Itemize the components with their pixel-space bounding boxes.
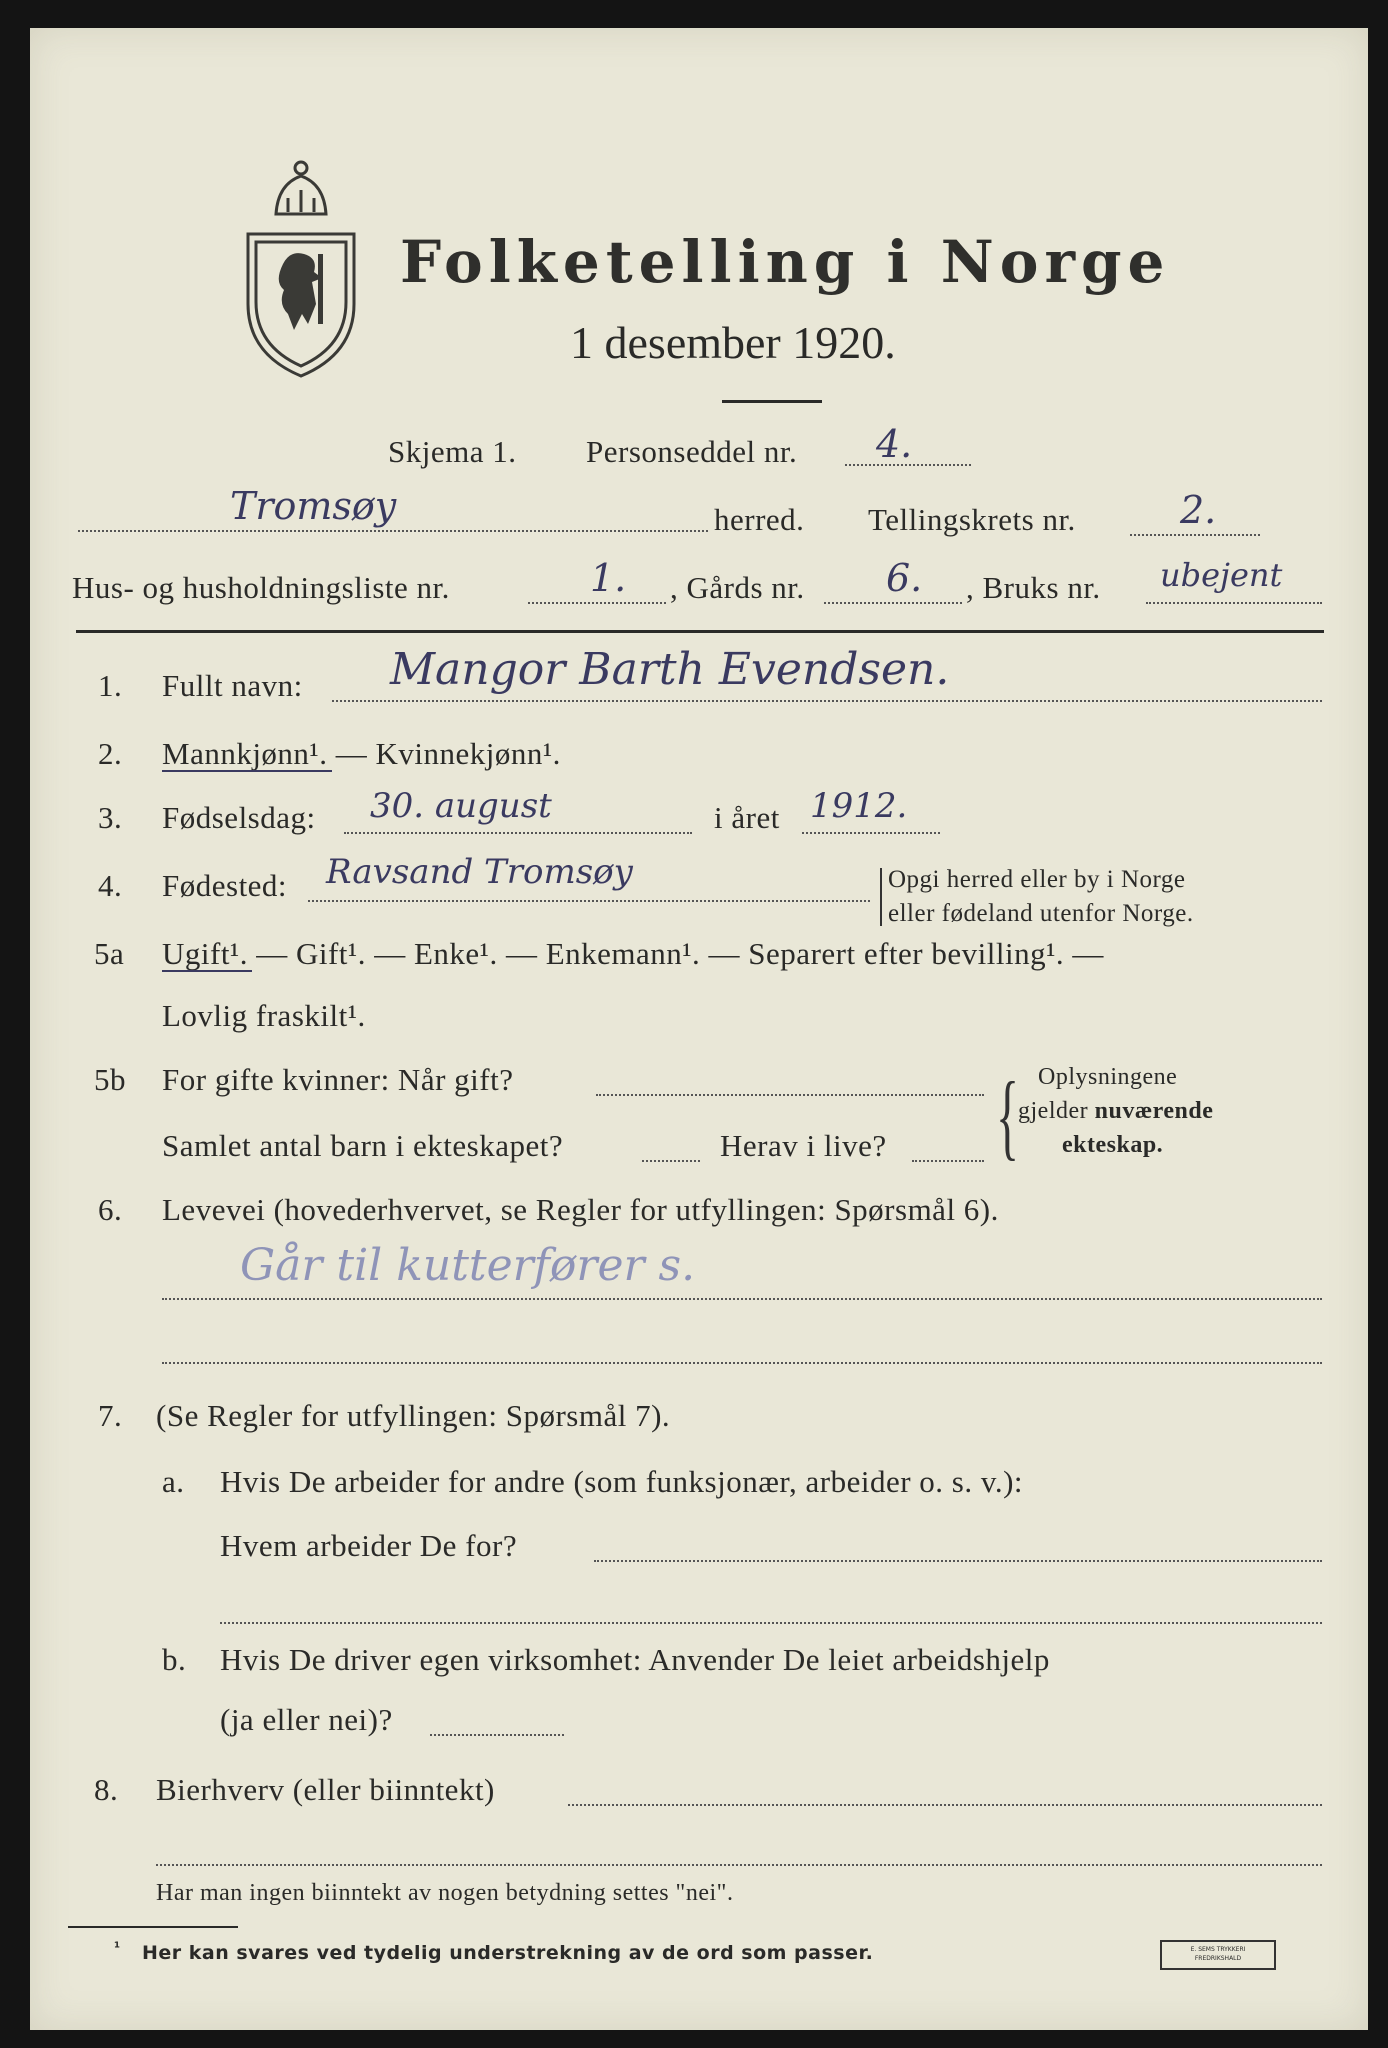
tellingskrets-value: 2. xyxy=(1180,488,1217,532)
q5a-text-line1: Ugift¹. — Gift¹. — Enke¹. — Enkemann¹. — Separert efter bevilling¹. — xyxy=(162,936,1104,971)
q2-number: 2. xyxy=(98,736,123,771)
q7b-number: b. xyxy=(162,1642,187,1677)
footnote-rule xyxy=(68,1926,238,1928)
q7-text: (Se Regler for utfyllingen: Spørsmål 7). xyxy=(156,1398,671,1433)
mannkjonn-underline xyxy=(162,770,332,772)
footnote-text: Her kan svares ved tydelig understrekning av de ord som passer. xyxy=(142,1942,874,1964)
q5b-text-line2: Samlet antal barn i ekteskapet? xyxy=(162,1128,564,1163)
q4-number: 4. xyxy=(98,868,123,903)
q4-note-line2: eller fødeland utenfor Norge. xyxy=(888,900,1194,927)
q3-label: Fødselsdag: xyxy=(162,800,316,835)
header-divider xyxy=(76,630,1324,633)
q5b-number: 5b xyxy=(94,1062,126,1097)
q7a-text-line1: Hvis De arbeider for andre (som funksjonær, arbeider o. s. v.): xyxy=(220,1464,1024,1499)
q5b-brace: { xyxy=(996,1062,1020,1169)
personseddel-value: 4. xyxy=(876,422,913,466)
q7-number: 7. xyxy=(98,1398,123,1433)
q3-number: 3. xyxy=(98,800,123,835)
q7b-text-line1: Hvis De driver egen virksomhet: Anvender De leiet arbeidshjelp xyxy=(220,1642,1050,1677)
q1-value: Mangor Barth Evendsen. xyxy=(390,644,950,695)
q5b-text-line3: Herav i live? xyxy=(720,1128,887,1163)
title-divider xyxy=(722,400,822,403)
q1-number: 1. xyxy=(98,668,123,703)
bruks-label: , Bruks nr. xyxy=(966,570,1101,605)
printer-stamp: E. SEMS TRYKKERI FREDRIKSHALD xyxy=(1160,1940,1276,1970)
q6-text: Levevei (hovederhvervet, se Regler for utfyllingen: Spørsmål 6). xyxy=(162,1192,999,1227)
q4-value: Ravsand Tromsøy xyxy=(326,852,633,892)
husholdningsliste-value: 1. xyxy=(590,556,627,600)
q5b-note-line1: Oplysningene xyxy=(1038,1064,1178,1090)
herred-value: Tromsøy xyxy=(230,484,397,528)
ugift-underline xyxy=(162,970,252,972)
q6-number: 6. xyxy=(98,1192,123,1227)
q7a-number: a. xyxy=(162,1464,185,1499)
q3-value: 30. august xyxy=(370,786,552,826)
q5a-text-line2: Lovlig fraskilt¹. xyxy=(162,998,366,1033)
q8-text: Bierhverv (eller biinntekt) xyxy=(156,1772,495,1807)
bruks-value: ubejent xyxy=(1160,556,1283,594)
q1-label: Fullt navn: xyxy=(162,668,303,703)
skjema-label: Skjema 1. xyxy=(388,434,517,469)
herred-label: herred. xyxy=(714,502,805,537)
census-date: 1 desember 1920. xyxy=(570,317,896,368)
q5b-text-line1: For gifte kvinner: Når gift? xyxy=(162,1062,514,1097)
q2-text: Mannkjønn¹. — Kvinnekjønn¹. xyxy=(162,736,561,771)
q5b-note-line2: gjelder nuværende xyxy=(1018,1098,1214,1124)
tellingskrets-label: Tellingskrets nr. xyxy=(868,502,1076,537)
q4-note-line1: Opgi herred eller by i Norge xyxy=(888,866,1186,893)
q4-label: Fødested: xyxy=(162,868,288,903)
census-form-sheet xyxy=(30,28,1368,2030)
footnote-mark: ¹ xyxy=(114,1940,121,1956)
q3-year-label: i året xyxy=(714,800,780,835)
q7a-text-line2: Hvem arbeider De for? xyxy=(220,1528,518,1563)
q5b-note-line3: ekteskap. xyxy=(1062,1132,1164,1158)
q8-number: 8. xyxy=(94,1772,119,1807)
q3-year-value: 1912. xyxy=(810,786,908,826)
husholdningsliste-label: Hus- og husholdningsliste nr. xyxy=(72,570,450,605)
norway-coat-of-arms-icon xyxy=(238,154,364,386)
q4-note-bracket xyxy=(880,868,882,926)
q7b-text-line2: (ja eller nei)? xyxy=(220,1702,393,1737)
q6-value: Går til kutterfører s. xyxy=(240,1240,696,1291)
q5a-number: 5a xyxy=(94,936,125,971)
gards-label: , Gårds nr. xyxy=(670,570,805,605)
form-title: Folketelling i Norge xyxy=(400,228,1171,296)
gards-value: 6. xyxy=(886,556,923,600)
q8-note: Har man ingen biinntekt av nogen betydning settes "nei". xyxy=(156,1880,734,1906)
personseddel-label: Personseddel nr. xyxy=(586,434,798,469)
